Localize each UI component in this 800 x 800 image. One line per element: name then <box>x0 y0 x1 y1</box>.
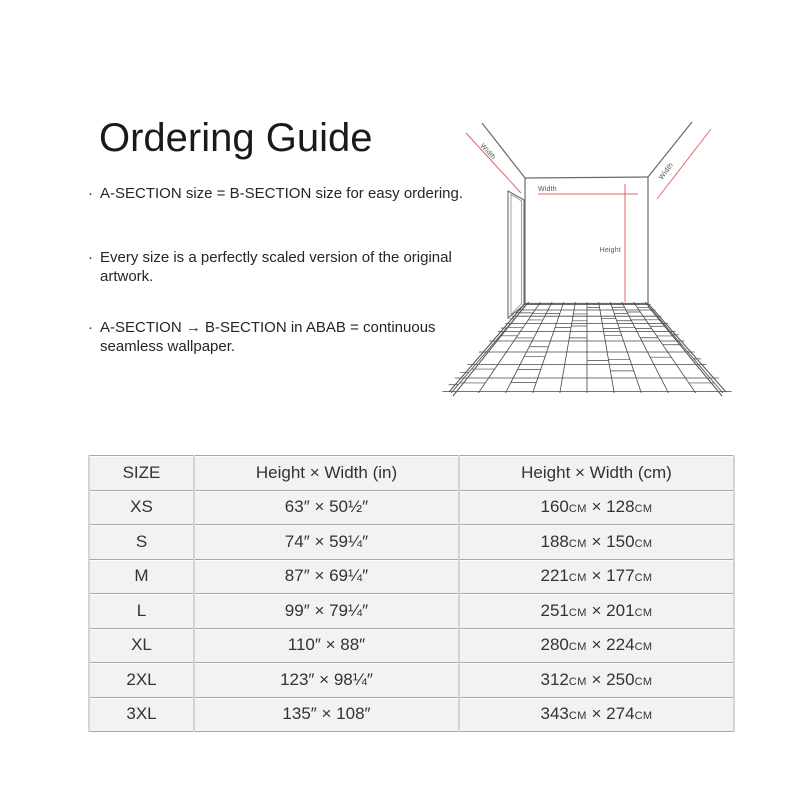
table-row <box>89 697 734 732</box>
width-label-back-wall: Width <box>538 186 557 193</box>
inches-cell: 63″ × 50½″ <box>194 490 459 525</box>
cm-cell: 160CM × 128CM <box>459 490 734 525</box>
cm-unit: CM <box>634 572 653 585</box>
cm-unit: CM <box>568 606 587 619</box>
cm-unit: CM <box>568 537 587 550</box>
bullet-dot-icon: · <box>88 185 93 202</box>
bullet-scaled-artwork <box>88 248 452 286</box>
size-chart-body <box>89 490 734 732</box>
size-chart-header <box>89 456 734 491</box>
table-row <box>89 663 734 698</box>
size-cell: 3XL <box>89 697 194 732</box>
cm-unit: CM <box>634 537 653 550</box>
cm-unit: CM <box>568 572 587 585</box>
inches-cell: 99″ × 79¼″ <box>194 594 459 629</box>
size-cell: M <box>89 559 194 594</box>
cm-unit: CM <box>634 710 653 723</box>
table-row <box>89 525 734 560</box>
floor-baseboards <box>449 304 726 397</box>
height-label-back-wall: Height <box>599 247 621 254</box>
size-cell: XL <box>89 628 194 663</box>
cm-unit: CM <box>634 503 653 516</box>
cm-unit: CM <box>634 675 653 688</box>
bullet-ordering-rule <box>88 184 463 203</box>
bullet-text: Every size is a perfectly scaled version of the original artwork. <box>100 249 452 285</box>
cm-cell: 221CM × 177CM <box>459 559 734 594</box>
cm-unit: CM <box>568 675 587 688</box>
header-row <box>89 456 734 491</box>
cm-cell: 188CM × 150CM <box>459 525 734 560</box>
inches-cell: 87″ × 69¼″ <box>194 559 459 594</box>
room-perspective-diagram <box>440 100 740 400</box>
bullet-seamless-wallpaper <box>88 318 436 356</box>
cm-cell: 280CM × 224CM <box>459 628 734 663</box>
header-cm: Height × Width (cm) <box>459 456 734 491</box>
table-row <box>89 628 734 663</box>
size-cell: S <box>89 525 194 560</box>
cm-unit: CM <box>568 641 587 654</box>
size-cell: L <box>89 594 194 629</box>
cm-unit: CM <box>568 710 587 723</box>
floor-pattern <box>440 302 740 393</box>
header-inches: Height × Width (in) <box>194 456 459 491</box>
header-size: SIZE <box>89 456 194 491</box>
cm-cell: 343CM × 274CM <box>459 697 734 732</box>
page-title: Ordering Guide <box>99 115 373 160</box>
size-cell: XS <box>89 490 194 525</box>
door <box>508 191 524 318</box>
size-cell: 2XL <box>89 663 194 698</box>
table-row <box>89 490 734 525</box>
cm-cell: 312CM × 250CM <box>459 663 734 698</box>
width-line-right-wall <box>657 129 711 199</box>
bullet-text: A-SECTION size = B-SECTION size for easy ordering. <box>100 185 464 202</box>
measurement-lines <box>466 129 711 302</box>
width-label-right-wall: Width <box>658 161 675 182</box>
cm-unit: CM <box>634 606 653 619</box>
cm-cell: 251CM × 201CM <box>459 594 734 629</box>
size-chart-table <box>88 455 735 732</box>
bullet-dot-icon: · <box>88 249 93 266</box>
width-label-left-wall: Width <box>478 142 497 162</box>
table-row <box>89 594 734 629</box>
inches-cell: 123″ × 98¼″ <box>194 663 459 698</box>
table-row <box>89 559 734 594</box>
inches-cell: 110″ × 88″ <box>194 628 459 663</box>
cm-unit: CM <box>634 641 653 654</box>
inches-cell: 74″ × 59¼″ <box>194 525 459 560</box>
cm-unit: CM <box>568 503 587 516</box>
inches-cell: 135″ × 108″ <box>194 697 459 732</box>
bullet-text: A-SECTION → B-SECTION in ABAB = continuous seamless wallpaper. <box>100 319 436 355</box>
bullet-dot-icon: · <box>88 319 93 336</box>
